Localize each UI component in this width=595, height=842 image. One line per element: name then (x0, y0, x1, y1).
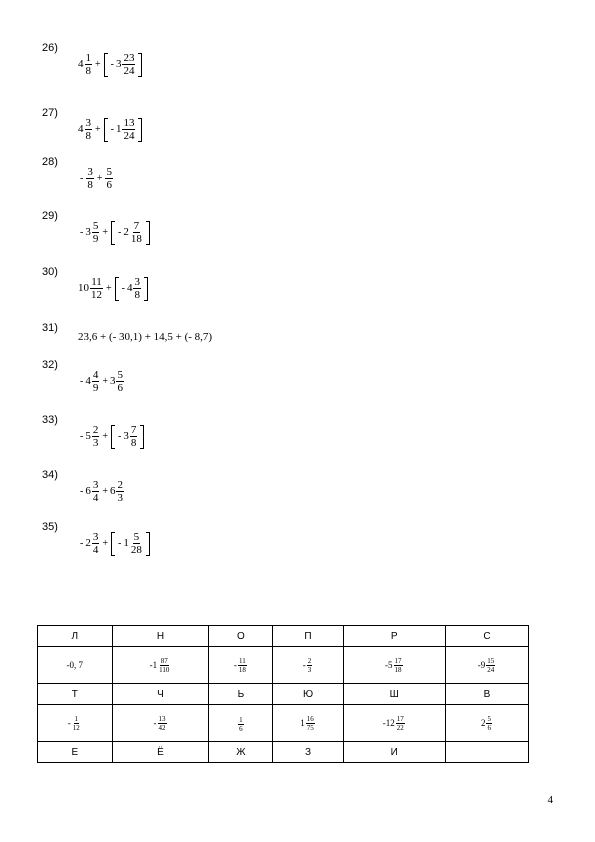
close-bracket (146, 532, 150, 556)
fraction (90, 276, 103, 301)
letter-cell: С (445, 626, 528, 647)
denominator: 8 (85, 130, 91, 142)
math-expression (78, 52, 144, 77)
minus-sign: - (80, 485, 84, 497)
math-expression (78, 424, 146, 449)
whole-part: 4 (126, 282, 133, 294)
answer-value (150, 657, 172, 674)
letter-cell: Ь (209, 684, 273, 705)
exercise-number: 30) (42, 266, 58, 278)
exercise-number: 31) (42, 322, 58, 334)
math-expression (78, 369, 125, 394)
numerator: 7 (130, 424, 137, 436)
numerator: 5 (487, 714, 491, 723)
minus-sign: - (110, 123, 114, 135)
exercise-number: 33) (42, 414, 58, 426)
exercise-number: 26) (42, 42, 58, 54)
plus-sign: + (102, 485, 108, 497)
letter-cell: Ж (209, 742, 273, 763)
fraction (486, 715, 492, 732)
denominator: 9 (92, 233, 99, 245)
whole-part: 1 (115, 123, 122, 135)
denominator: 6 (487, 723, 491, 732)
fraction (486, 657, 495, 674)
fraction (85, 117, 93, 142)
fraction (238, 716, 244, 733)
minus-sign: - (110, 58, 114, 70)
letter-cell: О (209, 626, 273, 647)
fraction (133, 276, 141, 301)
denominator: 6 (106, 179, 112, 191)
fraction (92, 369, 100, 394)
letter-cell: Р (343, 626, 445, 647)
whole-part: 10 (78, 282, 89, 294)
math-expression (78, 117, 144, 142)
plus-sign: + (95, 58, 101, 70)
value-cell (273, 705, 343, 742)
fraction (116, 369, 124, 394)
fraction (92, 479, 100, 504)
close-bracket (140, 425, 144, 449)
math-expression (78, 479, 125, 504)
letter-cell: Н (112, 626, 209, 647)
minus-sign: - (153, 718, 157, 728)
math-expression (78, 531, 152, 556)
whole-part: 5 (85, 430, 91, 442)
minus-sign: - (80, 537, 84, 549)
letter-cell: Т (38, 684, 113, 705)
letter-cell: З (273, 742, 343, 763)
answer-value (68, 715, 82, 732)
exercise-number: 29) (42, 210, 58, 222)
plus-sign: + (102, 375, 108, 387)
numerator: 17 (396, 714, 404, 723)
minus-sign: - (80, 430, 84, 442)
whole-part: 3 (115, 58, 122, 70)
whole-part: 9 (480, 660, 486, 670)
whole-part: 2 (123, 226, 129, 238)
numerator: 23 (123, 52, 135, 64)
answer-value (303, 657, 314, 674)
numerator: 1 (239, 715, 243, 724)
numerator: 15 (487, 656, 495, 665)
numerator: 1 (85, 52, 91, 64)
numerator: 5 (133, 531, 140, 543)
close-bracket (138, 53, 142, 77)
letter-cell: Л (38, 626, 113, 647)
numerator: 3 (85, 117, 91, 129)
value-cell (343, 647, 445, 684)
fraction (158, 715, 167, 732)
numerator: 2 (307, 656, 312, 665)
fraction (130, 220, 143, 245)
answer-value (237, 716, 245, 733)
plus-sign: + (96, 172, 103, 184)
fraction (92, 424, 100, 449)
minus-sign: - (117, 226, 122, 238)
open-bracket (111, 221, 115, 245)
minus-sign: - (80, 226, 84, 238)
numerator: 11 (239, 656, 246, 665)
answer-value (67, 660, 84, 670)
minus-sign: - (121, 282, 125, 294)
page-number: 4 (547, 794, 553, 806)
letter-cell: Ш (343, 684, 445, 705)
minus-sign: - (302, 660, 306, 670)
math-expression (78, 332, 212, 343)
whole-part: 4 (78, 123, 84, 135)
whole-part: 5 (388, 660, 393, 670)
exercise-number: 34) (42, 469, 58, 481)
denominator: 8 (134, 289, 140, 301)
minus-sign: - (477, 660, 481, 670)
numerator: 17 (394, 656, 402, 665)
fraction (158, 657, 170, 674)
value-cell (445, 705, 528, 742)
fraction (122, 117, 135, 142)
minus-sign: - (149, 660, 153, 670)
minus-sign: - (80, 172, 84, 184)
letter-cell: Ё (112, 742, 209, 763)
numerator: 3 (87, 166, 93, 178)
minus-sign: - (80, 375, 84, 387)
denominator: 6 (117, 382, 123, 394)
denominator: 3 (117, 492, 123, 504)
whole-part: 1 (300, 718, 305, 728)
value-cell (209, 705, 273, 742)
answer-key-table (37, 625, 529, 763)
fraction (130, 531, 143, 556)
numerator: 13 (158, 714, 166, 723)
answer-value (300, 715, 316, 732)
denominator: 42 (158, 723, 166, 732)
exercise-number: 27) (42, 107, 58, 119)
plus-sign: + (106, 282, 112, 294)
denominator: 8 (87, 179, 93, 191)
close-bracket (146, 221, 150, 245)
whole-part: 1 (152, 660, 158, 670)
plus-sign: + (95, 123, 101, 135)
fraction (396, 715, 405, 732)
table-row (38, 647, 529, 684)
whole-part: 4 (85, 375, 91, 387)
decimal-value: -0, 7 (66, 659, 84, 670)
whole-part: 3 (109, 375, 116, 387)
numerator: 3 (92, 531, 99, 543)
denominator: 18 (238, 665, 246, 674)
plus-sign: + (102, 430, 108, 442)
value-cell (112, 705, 209, 742)
minus-sign: - (233, 660, 237, 670)
whole-part: 2 (480, 718, 486, 728)
whole-part: 6 (85, 485, 91, 497)
numerator: 2 (117, 479, 123, 491)
minus-sign: - (117, 430, 122, 442)
table-row (38, 705, 529, 742)
fraction (72, 715, 81, 732)
numerator: 5 (117, 369, 123, 381)
numerator: 1 (74, 714, 79, 723)
table-row (38, 684, 529, 705)
fraction (306, 715, 315, 732)
value-cell (445, 647, 528, 684)
minus-sign: - (385, 660, 388, 670)
minus-sign: - (67, 718, 71, 728)
denominator: 6 (239, 724, 243, 733)
numerator: 7 (133, 220, 140, 232)
table-row (38, 626, 529, 647)
letter-cell: П (273, 626, 343, 647)
exercise-number: 35) (42, 521, 58, 533)
whole-part: 2 (85, 537, 91, 549)
numerator: 5 (106, 166, 112, 178)
denominator: 3 (307, 665, 312, 674)
value-cell (38, 705, 113, 742)
whole-part: 4 (78, 58, 84, 70)
denominator: 18 (394, 665, 402, 674)
fraction (105, 166, 113, 191)
denominator: 12 (72, 723, 80, 732)
answer-value (385, 657, 404, 674)
numerator: 3 (92, 479, 99, 491)
whole-part: 3 (123, 430, 129, 442)
numerator: 3 (134, 276, 140, 288)
open-bracket (111, 425, 115, 449)
fraction (86, 166, 94, 191)
denominator: 9 (92, 382, 99, 394)
open-bracket (115, 277, 119, 301)
value-cell (343, 705, 445, 742)
fraction (394, 657, 403, 674)
open-bracket (104, 118, 108, 142)
open-bracket (111, 532, 115, 556)
exercise-number: 28) (42, 156, 58, 168)
whole-part: 6 (109, 485, 116, 497)
fraction (238, 657, 247, 674)
letter-cell (445, 742, 528, 763)
expression-text: 23,6 + (- 30,1) + 14,5 + (- 8,7) (78, 331, 213, 343)
denominator: 22 (396, 723, 404, 732)
close-bracket (138, 118, 142, 142)
fraction (307, 657, 313, 674)
numerator: 5 (92, 220, 99, 232)
denominator: 110 (159, 665, 170, 674)
denominator: 24 (123, 130, 135, 142)
fraction (130, 424, 138, 449)
table-row (38, 742, 529, 763)
denominator: 8 (130, 437, 137, 449)
numerator: 4 (92, 369, 99, 381)
math-expression (78, 220, 152, 245)
answer-value (154, 715, 168, 732)
open-bracket (104, 53, 108, 77)
answer-value (383, 715, 406, 732)
letter-cell: Е (38, 742, 113, 763)
letter-cell: Ю (273, 684, 343, 705)
letter-cell: И (343, 742, 445, 763)
plus-sign: + (102, 226, 108, 238)
numerator: 13 (123, 117, 135, 129)
letter-cell: Ч (112, 684, 209, 705)
numerator: 16 (306, 714, 314, 723)
letter-cell: В (445, 684, 528, 705)
fraction (122, 52, 135, 77)
value-cell (112, 647, 209, 684)
denominator: 24 (123, 65, 135, 77)
fraction (116, 479, 124, 504)
denominator: 12 (91, 289, 102, 301)
fraction (92, 531, 100, 556)
whole-part: 3 (85, 226, 91, 238)
value-cell (209, 647, 273, 684)
denominator: 75 (306, 723, 314, 732)
denominator: 18 (130, 233, 142, 245)
denominator: 3 (92, 437, 99, 449)
minus-sign: - (382, 718, 386, 728)
denominator: 28 (130, 544, 142, 556)
whole-part: 1 (123, 537, 129, 549)
denominator: 24 (487, 665, 495, 674)
numerator: 11 (91, 276, 102, 288)
answer-value (481, 715, 493, 732)
fraction (85, 52, 93, 77)
math-expression (78, 276, 150, 301)
whole-part: 12 (385, 718, 395, 728)
minus-sign: - (117, 537, 122, 549)
numerator: 87 (160, 656, 168, 665)
answer-value (234, 657, 248, 674)
value-cell (38, 647, 113, 684)
value-cell (273, 647, 343, 684)
denominator: 4 (92, 492, 99, 504)
plus-sign: + (102, 537, 108, 549)
denominator: 8 (85, 65, 91, 77)
math-expression (78, 166, 114, 191)
close-bracket (144, 277, 148, 301)
denominator: 4 (92, 544, 99, 556)
answer-value (478, 657, 497, 674)
fraction (92, 220, 100, 245)
numerator: 2 (92, 424, 99, 436)
exercise-number: 32) (42, 359, 58, 371)
